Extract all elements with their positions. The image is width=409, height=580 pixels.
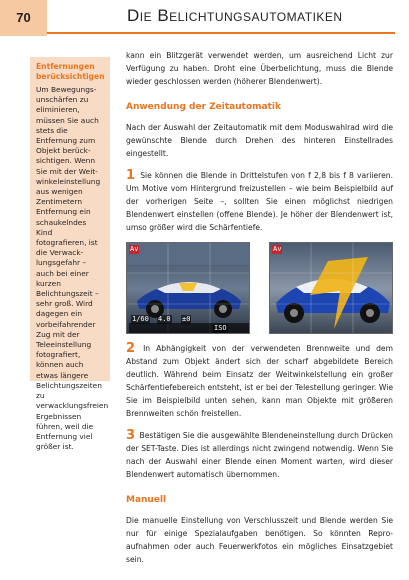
- camera-screen-figures: [126, 242, 393, 334]
- section-heading-zeitautomatik: Anwendung der Zeitautomatik: [126, 102, 281, 112]
- page-header: [0, 0, 409, 36]
- step-text: Bestätigen Sie die ausgewählte Blendeneinstellung durch Drücken der SET-Taste. Dies ist allerdings nicht zwingend notwendig. Wenn Sie nach der Auswahl einer Blende einen Moment warten, wird dieser Blendenwert automatisch übernommen.: [126, 431, 393, 479]
- mode-indicator: Av: [273, 245, 282, 253]
- iso-readout: ISO: [214, 324, 227, 332]
- intro-paragraph: kann ein Blitzgerät verwendet werden, um ausreichend Licht zur Verfügung zu haben. Droht eine Überbelichtung, muss die Blende wieder geschlossen werden (höherer Blendenwert).: [126, 51, 393, 86]
- camera-screen-left: [126, 242, 250, 334]
- race-car-photo-tele: [270, 243, 393, 334]
- page-number: 70: [0, 0, 47, 36]
- step-number: 1: [126, 168, 136, 183]
- sidebar-text: Um Bewegungsunschärfen zu eliminieren, müssen Sie auch stets die Entfernung zum Objekt berücksichtigen. Wenn Sie mit der Weitwinkeleinstellung aus wenigen Zentimetern Entfernung ein schaukelndes Kind fotografieren, ist die Verwacklungsgefahr – auch bei einer kurzen Belichtungszeit – sehr groß. Wird dagegen ein vorbeifahrender Zug mit der Teleeinstellung fotografiert, können auch etwas längere Belichtungszeiten zu verwacklungsfreien Ergebnissen führen, weil die Entfernung viel größer ist.: [36, 85, 109, 452]
- header-rule: [47, 32, 395, 34]
- mode-indicator: Av: [130, 245, 139, 253]
- section2-paragraph: Die manuelle Einstellung von Verschlusszeit und Blende werden Sie nur für einige Spezialaufgaben benötigen. So könnten Reproaufnahmen oder auch Feuerwerkfotos ein mögliches Einsatzgebiet sein.: [126, 516, 393, 564]
- main-column: [126, 36, 393, 566]
- step-text: Sie können die Blende in Drittelstufen von f 2,8 bis f 8 variieren. Um Motive vom Hintergrund freizustellen – wie beim Beispielbild auf der vorherigen Seite –, sollten Sie einen möglichst niedrigen Blendenwert einstellen (offene Blende). Je höher der Blendenwert ist, umso größer wird die Schärfentiefe.: [126, 171, 393, 232]
- step-1: [126, 169, 393, 234]
- camera-screen-right: [269, 242, 393, 334]
- chapter-title: Die Belichtungsautomatiken: [127, 6, 343, 25]
- step-number: 3: [126, 428, 136, 443]
- section1-paragraph: Nach der Auswahl der Zeitautomatik mit dem Moduswahlrad wird die gewünschte Blende durch Drehen des hinteren Einstellrades eingestellt.: [126, 123, 393, 158]
- shutter-readout: 1/60: [132, 315, 149, 323]
- step-number: 2: [126, 341, 136, 356]
- sidebar-tip-box: [30, 57, 110, 452]
- aperture-readout: 4.0: [158, 315, 171, 323]
- step-3: [126, 429, 393, 481]
- step-text: In Abhängigkeit von der verwendeten Brennweite und dem Abstand zum Objekt ändert sich der scharf abgebildete Bereich deutlich. Während beim Einsatz der Weitwinkelstellung ein großer Schärfentiefebereich entsteht, ist er bei der Telestellung geringer. Wie Sie im Beispielbild unten sehen, kann man Objekte mit größeren Brennweiten schön freistellen.: [126, 344, 394, 418]
- exposure-readout: ±0: [182, 315, 191, 323]
- section-heading-manuell: Manuell: [126, 495, 167, 505]
- step-2: [126, 342, 393, 420]
- sidebar-title: Entfernungen berücksichtigen: [36, 62, 105, 81]
